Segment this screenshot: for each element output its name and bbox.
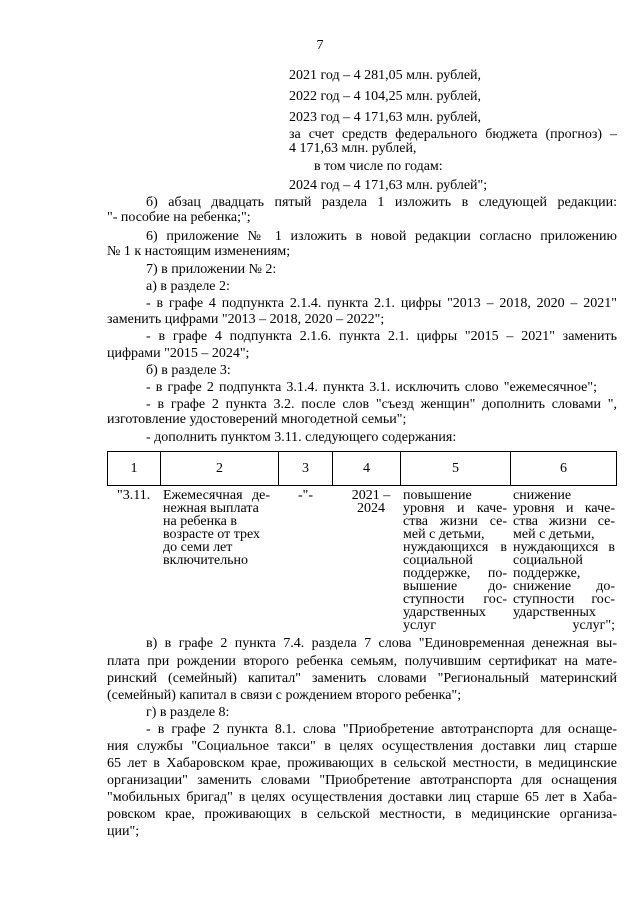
table-cell: повышение уровня и каче- ства жизни се- мей с детьми, нуждающихся в социальной поддержке, по- вышение до- ступности гос- ударственных услуг: [403, 488, 507, 633]
text-line: б) в разделе 3:: [146, 363, 231, 378]
text-line: организации" заменить словами "Приобретение автотранспорта для оснащения: [107, 773, 617, 788]
table-cell: 2021 – 2024: [351, 488, 391, 516]
text-line: в том числе по годам:: [314, 159, 443, 174]
table-cell: Ежемесячная де- нежная выплата на ребенка в возрасте от трех до семи лет включительно: [163, 488, 270, 568]
text-line: № 1 к настоящим изменениям;: [107, 244, 291, 259]
text-line: 2022 год – 4 104,25 млн. рублей,: [289, 89, 482, 104]
text-line: - в графе 2 пункта 3.2. после слов "съезд женщин" дополнить словами ",: [146, 397, 617, 412]
amendment-table: [107, 451, 617, 486]
table-header-cell: 3: [279, 452, 333, 486]
table-cell: -"-: [298, 488, 314, 503]
text-line: (семейный) капитал в связи с рождением второго ребенка";: [107, 688, 462, 703]
text-line: - в графе 4 подпункта 2.1.6. пункта 2.1. цифры "2015 – 2021" заменить: [146, 329, 617, 344]
table-cell: "3.11.: [117, 488, 151, 503]
text-line: заменить цифрами "2013 – 2018, 2020 – 2022";: [107, 312, 385, 327]
text-line: 2023 год – 4 171,63 млн. рублей,: [289, 110, 482, 125]
text-line: "- пособие на ребенка;";: [107, 210, 251, 225]
text-line: 6) приложение № 1 изложить в новой редакции согласно приложению: [146, 229, 617, 244]
text-line: "мобильных бригад" в целях осуществления доставки лиц старше 65 лет в Хаба-: [107, 790, 617, 805]
text-line: 4 171,63 млн. рублей,: [289, 141, 417, 156]
text-line: 2021 год – 4 281,05 млн. рублей,: [289, 68, 482, 83]
table-header-cell: 6: [511, 452, 617, 486]
text-line: - в графе 2 подпункта 3.1.4. пункта 3.1. исключить слово "ежемесячное";: [146, 380, 597, 395]
table-header-cell: 1: [108, 452, 161, 486]
text-line: в) в графе 2 пункта 7.4. раздела 7 слова "Единовременная денежная вы-: [146, 636, 617, 651]
text-line: б) абзац двадцать пятый раздела 1 изложить в следующей редакции:: [146, 195, 617, 210]
text-line: - дополнить пунктом 3.11. следующего содержания:: [146, 430, 457, 445]
table-header-cell: 2: [161, 452, 279, 486]
table-header-cell: 5: [401, 452, 511, 486]
text-line: ния службы "Социальное такси" в целях осуществления доставки лиц старше: [107, 739, 617, 754]
text-line: 2024 год – 4 171,63 млн. рублей";: [289, 178, 488, 193]
text-line: плата при рождении второго ребенка семьям, получившим сертификат на мате-: [107, 654, 617, 669]
table-cell: снижение уровня и каче- ства жизни се- мей с детьми, нуждающихся в социальной поддержке, снижение до- ступности гос- ударственных услуг";: [513, 488, 615, 633]
text-line: - в графе 2 пункта 8.1. слова "Приобретение автотранспорта для оснаще-: [146, 722, 617, 737]
text-line: г) в разделе 8:: [146, 705, 230, 720]
text-line: ровском крае, проживающих в сельской местности, в медицинские организа-: [107, 807, 617, 822]
table-header-row: [108, 452, 617, 486]
text-line: цифрами "2015 – 2024";: [107, 346, 250, 361]
table-header-cell: 4: [333, 452, 401, 486]
text-line: 7) в приложении № 2:: [146, 262, 277, 277]
text-line: изготовление удостоверений многодетной семьи";: [107, 412, 407, 427]
text-line: - в графе 4 подпункта 2.1.4. пункта 2.1. цифры "2013 – 2018, 2020 – 2021": [146, 296, 617, 311]
text-line: 65 лет в Хабаровском крае, проживающих в сельской местности, в медицинские: [107, 756, 617, 771]
text-line: ции";: [107, 824, 140, 839]
text-line: ринский (семейный) капитал" заменить словами "Региональный материнский: [107, 671, 617, 686]
text-line: а) в разделе 2:: [146, 279, 230, 294]
page-number: 7: [316, 38, 324, 53]
text-line: за счет средств федерального бюджета (прогноз) –: [289, 127, 617, 142]
